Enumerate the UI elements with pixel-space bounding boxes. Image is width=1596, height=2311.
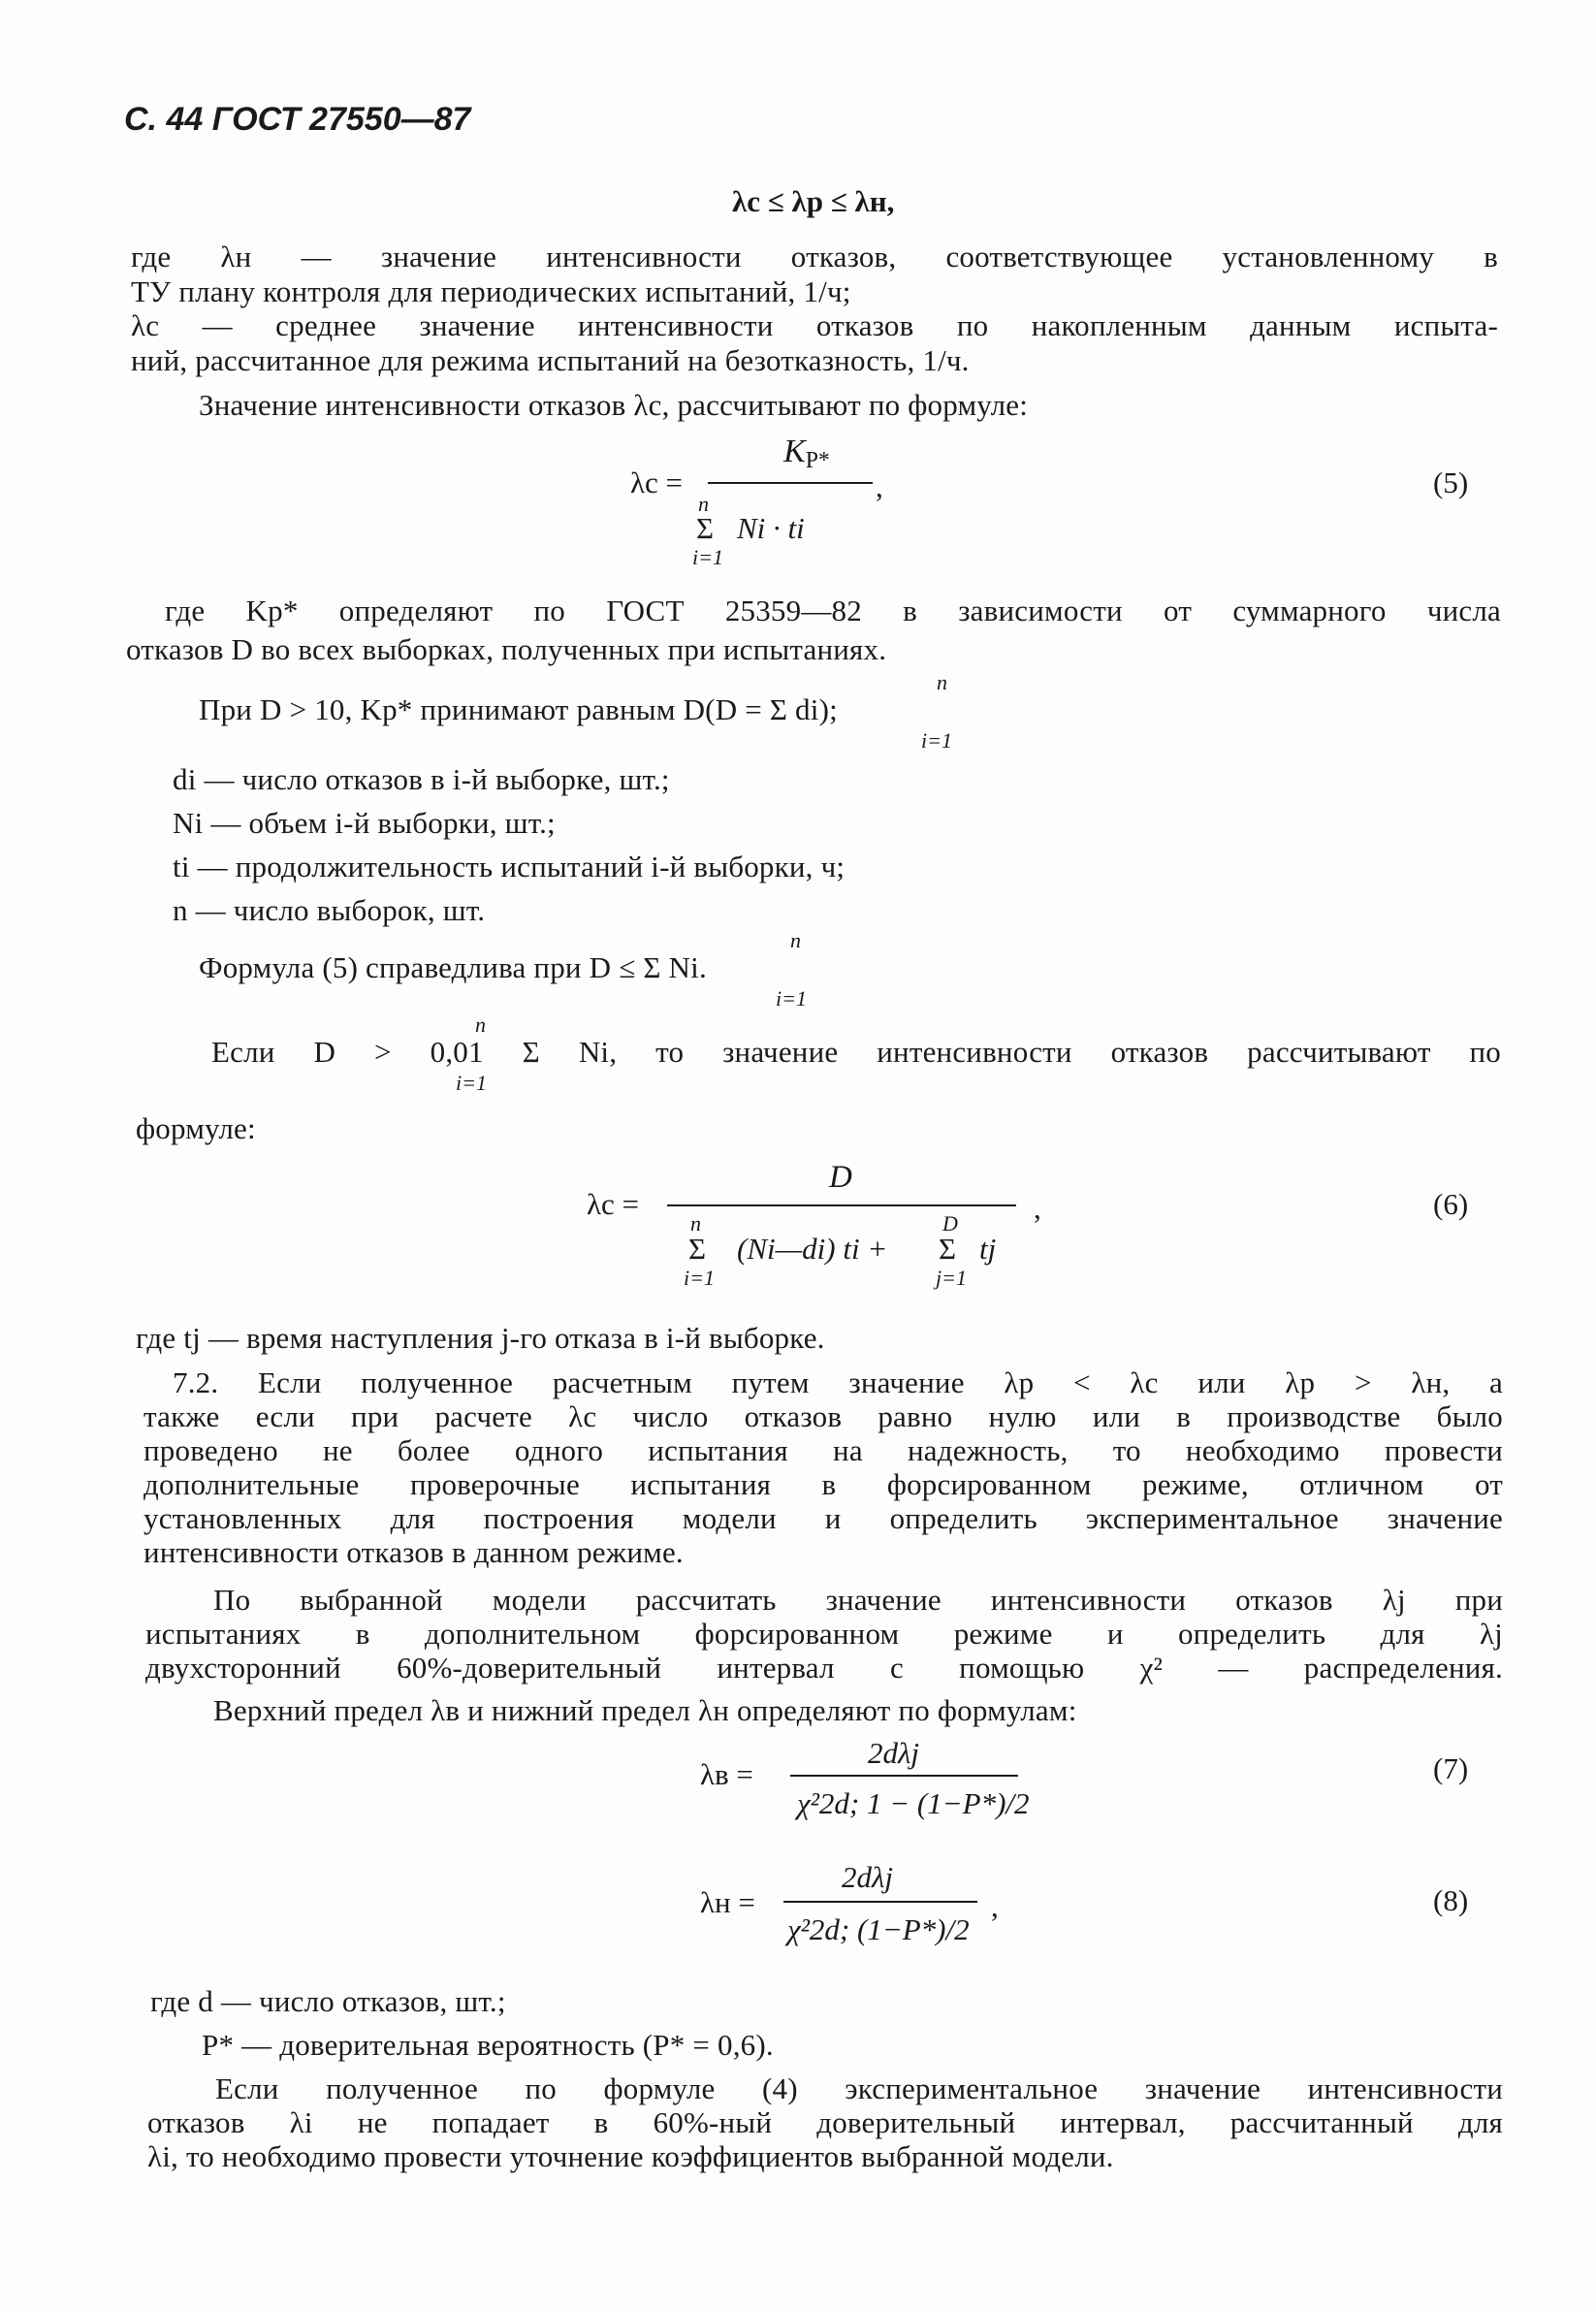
eq8-comma: , [991, 1889, 999, 1923]
eq5-sum-top: n [698, 492, 709, 516]
eq5-fraction-line [708, 482, 873, 484]
s72-line1: 7.2. Если полученное расчетным путем значение λр < λс или λр > λн, а [173, 1365, 1503, 1399]
var-di: di — число отказов в i-й выборке, шт.; [173, 762, 670, 796]
eq7-fraction-line [790, 1775, 1018, 1777]
eq6-sum1-top: n [690, 1211, 701, 1236]
if-sum-bottom: i=1 [456, 1071, 487, 1095]
inequality-line: λc ≤ λp ≤ λн, [732, 184, 895, 218]
def-lambda-n-line1: где λн — значение интенсивности отказов, соответствующее установленному в [131, 240, 1498, 273]
s72-line5: установленных для построения модели и определить экспериментальное значение [144, 1501, 1503, 1535]
eq6-sum2-symbol: Σ [939, 1232, 957, 1266]
eq5-denominator: Ni · ti [737, 511, 805, 545]
eq6-comma: , [1034, 1191, 1041, 1225]
if-text: Если D > 0,01 Σ Ni, то значение интенсивности отказов рассчитывают по [211, 1035, 1501, 1069]
eq6-sum2-top: D [942, 1211, 958, 1236]
eq5-sum-bottom: i=1 [692, 545, 723, 569]
eq8-fraction-line [783, 1901, 977, 1903]
formula5-intro: Значение интенсивности отказов λс, рассчитывают по формуле: [199, 388, 1029, 422]
eq5-num-sub: P* [805, 447, 830, 473]
eq6-lhs: λс = [587, 1187, 640, 1221]
final-line1: Если полученное по формуле (4) экспериментальное значение интенсивности [215, 2071, 1503, 2105]
var-n: n — число выборок, шт. [173, 893, 486, 927]
kp-paragraph-line1: где Kр* определяют по ГОСТ 25359—82 в зависимости от суммарного числа [165, 594, 1501, 627]
def-d: где d — число отказов, шт.; [150, 1984, 506, 2018]
limits-intro: Верхний предел λв и нижний предел λн определяют по формулам: [213, 1693, 1077, 1727]
final-line3: λi, то необходимо провести уточнение коэффициентов выбранной модели. [147, 2139, 1114, 2173]
model-line2: испытаниях в дополнительном форсированном режиме и определить для λj [145, 1617, 1503, 1651]
eq7-denominator: χ²2d; 1 − (1−P*)/2 [797, 1786, 1030, 1820]
eq5-sum-symbol: Σ [696, 511, 715, 545]
eq6-label: (6) [1433, 1187, 1469, 1221]
eq5-num-k: K [783, 433, 806, 469]
eq8-numerator: 2dλj [842, 1860, 894, 1894]
eq7-numerator: 2dλj [868, 1736, 920, 1770]
eq7-label: (7) [1433, 1751, 1469, 1785]
s72-line4: дополнительные проверочные испытания в форсированном режиме, отличном от [144, 1467, 1503, 1501]
tj-definition: где tj — время наступления j-го отказа в i-й выборке. [136, 1321, 825, 1355]
model-line3: двухсторонний 60%-доверительный интервал с помощью χ² — распределения. [145, 1651, 1503, 1685]
kp-paragraph-line2: отказов D во всех выборках, полученных при испытаниях. [126, 632, 887, 666]
eq7-lhs: λв = [700, 1757, 753, 1791]
eq6-den-b: tj [979, 1232, 997, 1266]
if-line2: формуле: [136, 1111, 256, 1145]
eq5-numerator [783, 434, 830, 478]
valid-sum-bottom: i=1 [776, 986, 807, 1011]
d10-text: При D > 10, Kр* принимают равным D(D = Σ di); [199, 692, 838, 726]
def-lambda-c-line2: ний, рассчитанное для режима испытаний на безотказность, 1/ч. [131, 343, 970, 377]
final-line2: отказов λi не попадает в 60%-ный доверительный интервал, рассчитанный для [147, 2105, 1503, 2139]
d10-sum-bottom: i=1 [921, 728, 952, 753]
s72-line6: интенсивности отказов в данном режиме. [144, 1535, 684, 1569]
eq8-label: (8) [1433, 1883, 1469, 1917]
valid-text: Формула (5) справедлива при D ≤ Σ Ni. [199, 950, 707, 984]
eq5-comma: , [876, 469, 883, 503]
def-p-star: P* — доверительная вероятность (P* = 0,6). [202, 2028, 774, 2062]
model-line1: По выбранной модели рассчитать значение интенсивности отказов λj при [213, 1583, 1503, 1617]
eq8-lhs: λн = [700, 1885, 755, 1919]
def-lambda-c-line1: λс — среднее значение интенсивности отказов по накопленным данным испыта- [131, 308, 1498, 342]
eq8-denominator: χ²2d; (1−P*)/2 [787, 1912, 970, 1946]
var-ni: Ni — объем i-й выборки, шт.; [173, 806, 556, 840]
eq6-sum1-symbol: Σ [688, 1232, 707, 1266]
var-ti: ti — продолжительность испытаний i-й выборки, ч; [173, 850, 846, 883]
valid-sum-top: n [790, 928, 801, 952]
if-sum-top: n [475, 1012, 486, 1037]
eq6-sum2-bottom: j=1 [936, 1266, 967, 1290]
eq6-numerator: D [829, 1160, 852, 1195]
eq6-fraction-line [667, 1204, 1016, 1206]
eq5-lhs: λс = [630, 465, 684, 499]
s72-line2: также если при расчете λс число отказов равно нулю или в производстве было [144, 1399, 1503, 1433]
eq6-sum1-bottom: i=1 [684, 1266, 715, 1290]
eq5-label: (5) [1433, 465, 1469, 499]
s72-line3: проведено не более одного испытания на надежность, то необходимо провести [144, 1433, 1503, 1467]
def-lambda-n-line2: ТУ плану контроля для периодических испытаний, 1/ч; [131, 274, 851, 308]
d10-sum-top: n [937, 670, 947, 694]
page-header: С. 44 ГОСТ 27550—87 [124, 101, 471, 138]
eq6-den-a: (Ni—di) ti + [737, 1232, 888, 1266]
